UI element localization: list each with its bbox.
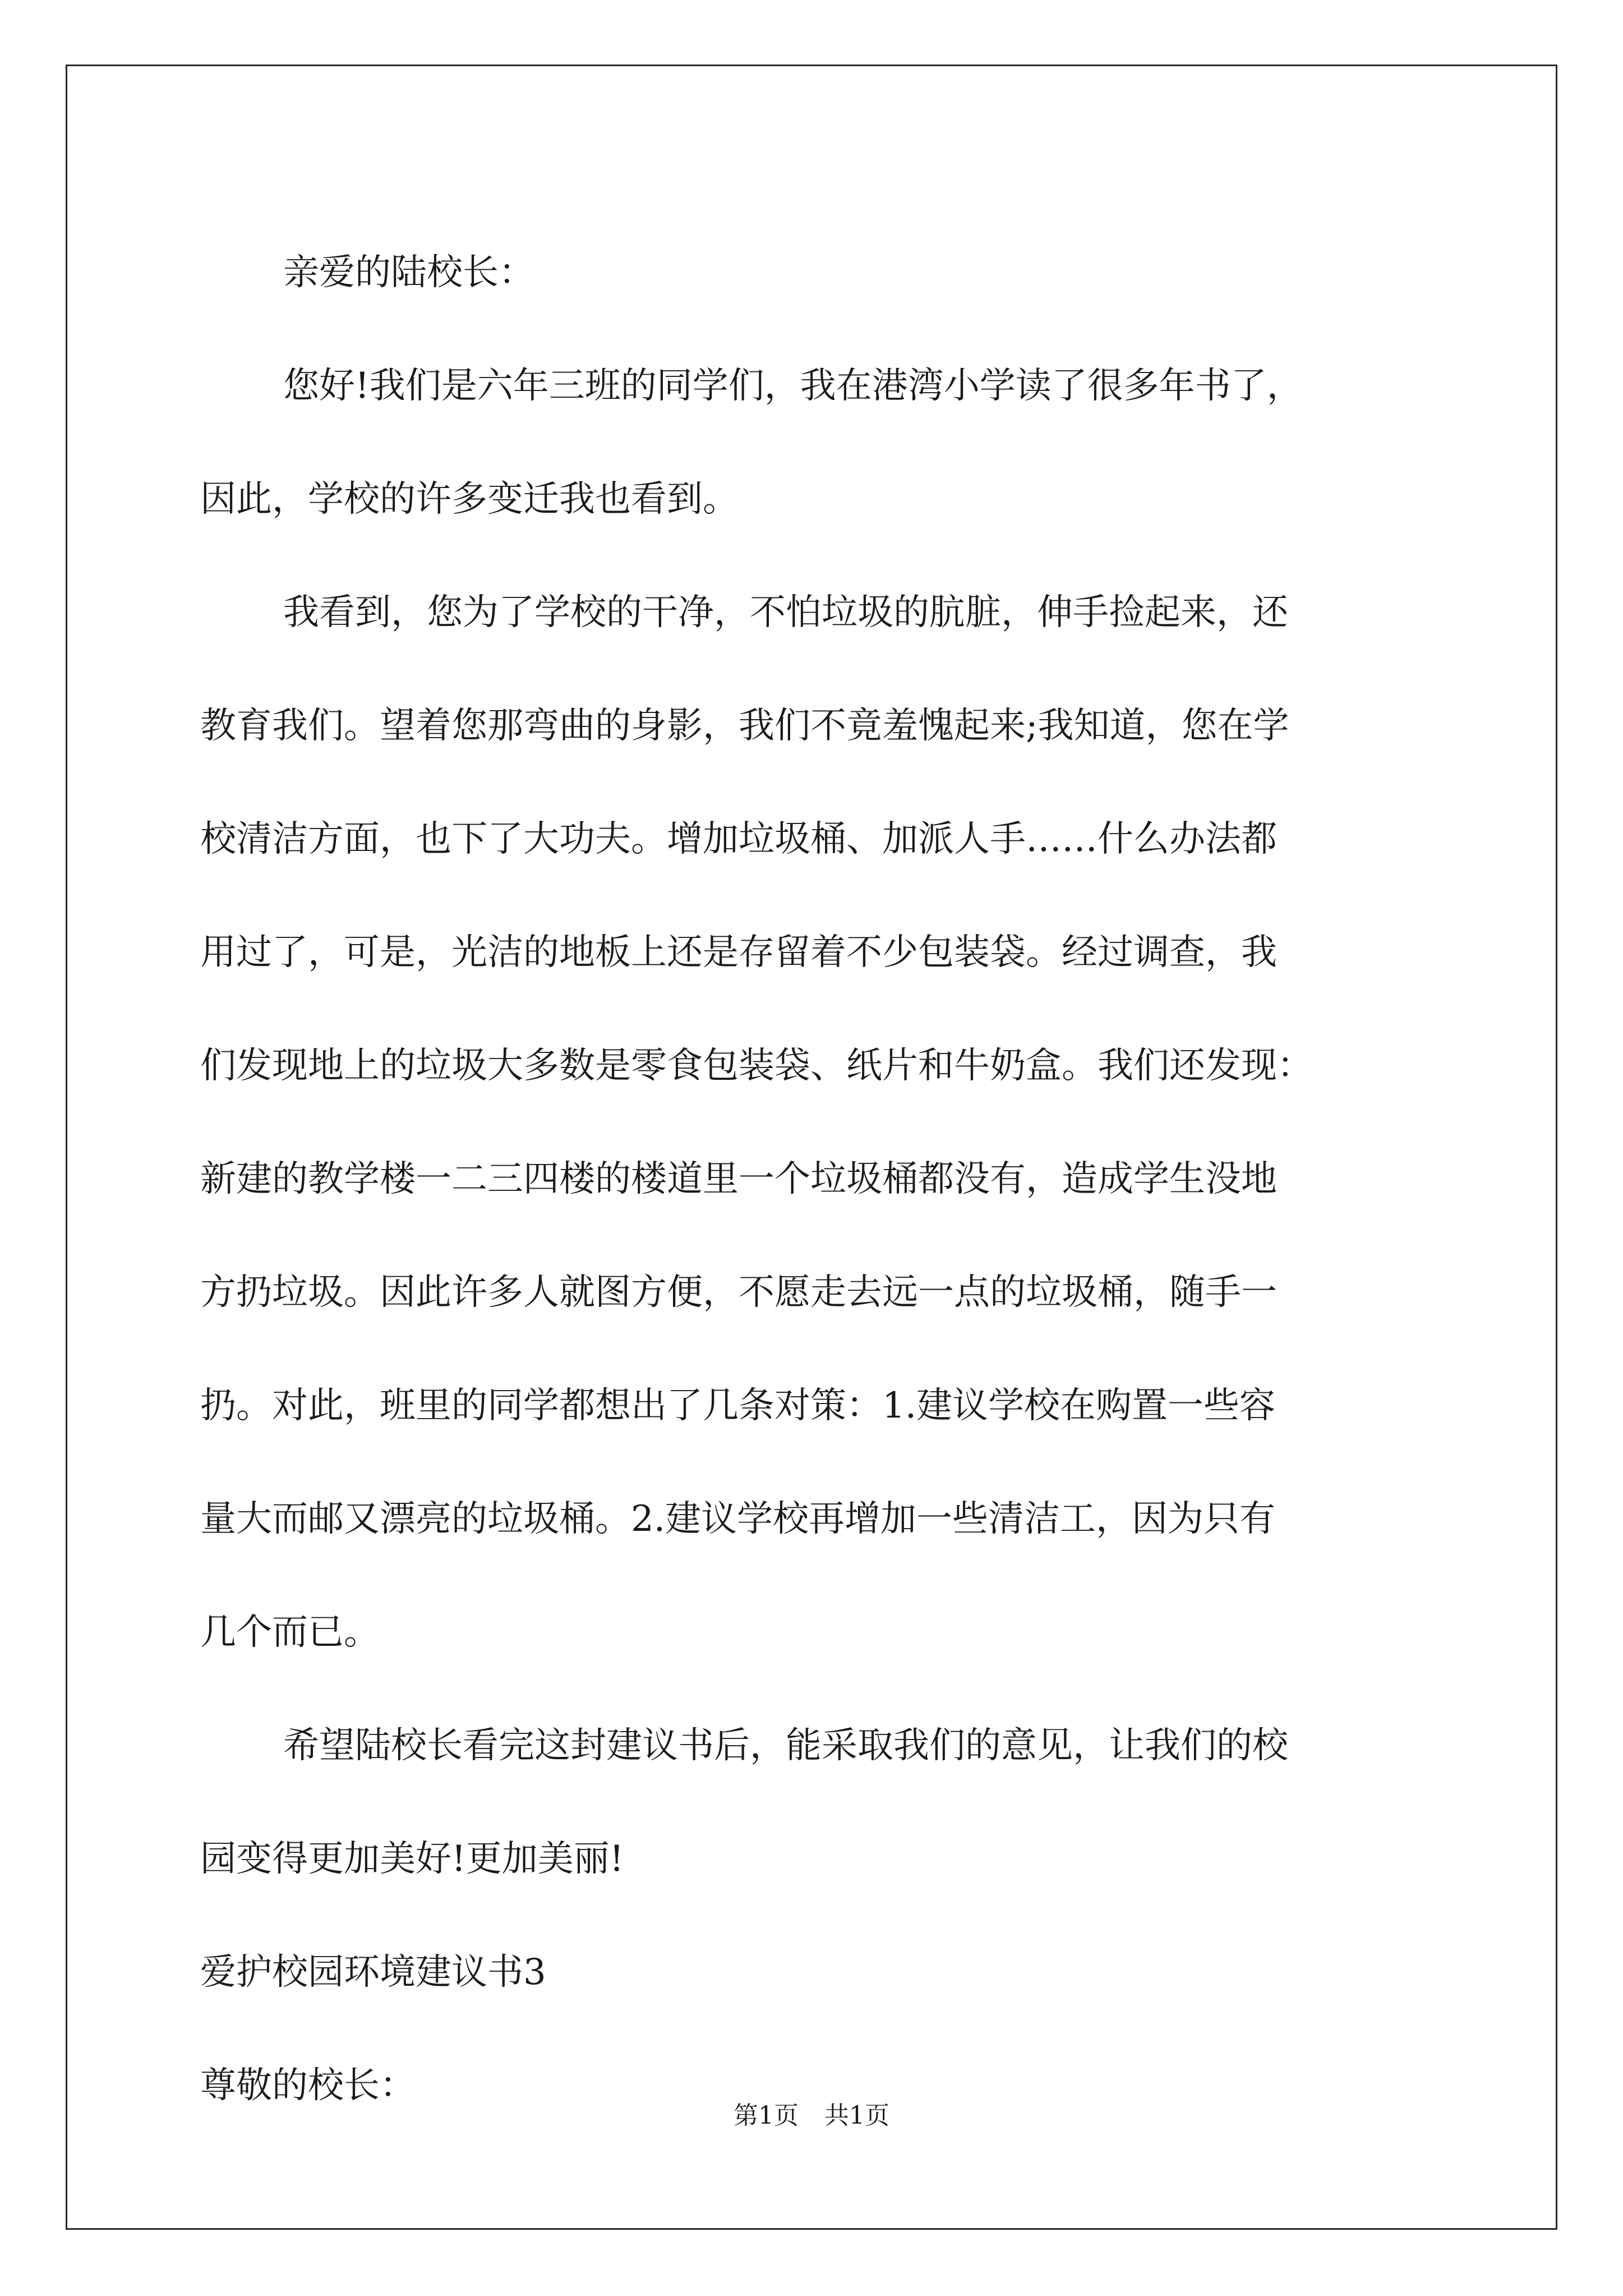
paragraph-line: 园变得更加美好!更加美丽! bbox=[200, 1838, 624, 1880]
paragraph-line: 们发现地上的垃圾大多数是零食包装袋、纸片和牛奶盒。我们还发现： bbox=[200, 1045, 1313, 1087]
page-number-total: 共1页 bbox=[824, 2101, 889, 2130]
document-body bbox=[200, 216, 1456, 2142]
paragraph-line: 扔。对此，班里的同学都想出了几条对策：1.建议学校在购置一些容 bbox=[200, 1385, 1276, 1427]
section-heading: 爱护校园环境建议书3 bbox=[200, 1952, 546, 1993]
paragraph-line: 教育我们。望着您那弯曲的身影，我们不竟羞愧起来;我知道，您在学 bbox=[200, 705, 1289, 747]
page-footer bbox=[0, 2099, 1623, 2133]
paragraph-line: 量大而邮又漂亮的垃圾桶。2.建议学校再增加一些清洁工，因为只有 bbox=[200, 1498, 1276, 1540]
greeting: 亲爱的陆校长： bbox=[283, 252, 534, 293]
paragraph-line: 校清洁方面，也下了大功夫。增加垃圾桶、加派人手……什么办法都 bbox=[200, 818, 1277, 860]
paragraph-line: 我看到，您为了学校的干净，不怕垃圾的肮脏，伸手捡起来，还 bbox=[283, 592, 1288, 633]
paragraph-line: 您好!我们是六年三班的同学们，我在港湾小学读了很多年书了， bbox=[283, 365, 1303, 407]
paragraph-line: 希望陆校长看完这封建议书后，能采取我们的意见，让我们的校 bbox=[283, 1725, 1288, 1766]
paragraph-line: 方扔垃圾。因此许多人就图方便，不愿走去远一点的垃圾桶，随手一 bbox=[200, 1272, 1277, 1313]
paragraph-1 bbox=[200, 329, 1456, 556]
page-number-current: 第1页 bbox=[734, 2101, 799, 2130]
paragraph-line: 几个而已。 bbox=[200, 1612, 380, 1653]
salutation: 尊敬的校长： bbox=[200, 2065, 416, 2106]
paragraph-2 bbox=[200, 556, 1456, 1689]
paragraph-line: 新建的教学楼一二三四楼的楼道里一个垃圾桶都没有，造成学生没地 bbox=[200, 1158, 1277, 1200]
paragraph-3 bbox=[200, 1689, 1456, 1916]
paragraph-line: 用过了，可是，光洁的地板上还是存留着不少包装袋。经过调查，我 bbox=[200, 932, 1277, 973]
paragraph-line: 因此，学校的许多变迁我也看到。 bbox=[200, 478, 739, 520]
